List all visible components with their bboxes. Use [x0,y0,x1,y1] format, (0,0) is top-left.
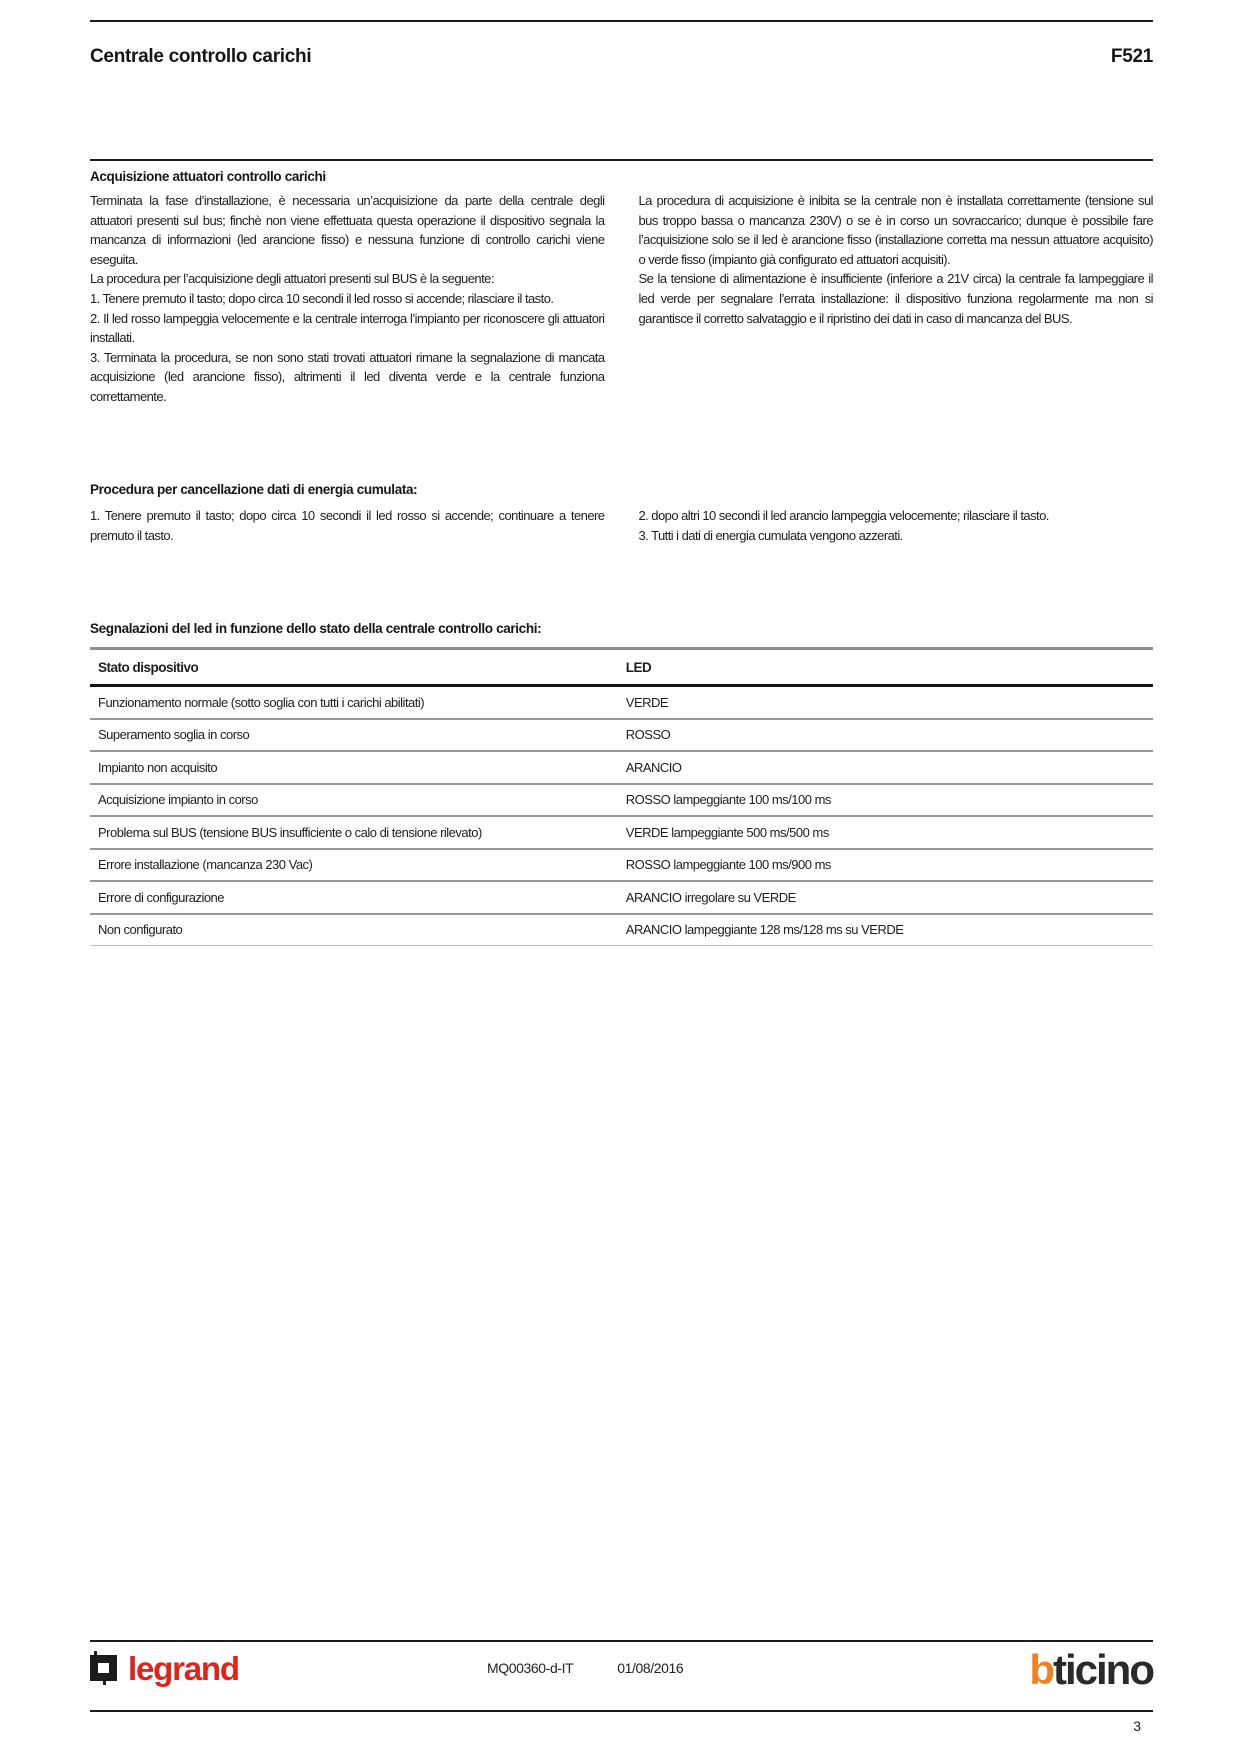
list-item: 3. Tutti i dati di energia cumulata vengono azzerati. [638,527,903,543]
led-cell: ARANCIO lampeggiante 128 ms/128 ms su VERDE [625,922,904,938]
led-cell: ARANCIO irregolare su VERDE [625,889,796,905]
acquisizione-right-column [639,191,1154,407]
bticino-b: b [1029,1646,1053,1693]
document-date: 01/08/2016 [617,1660,684,1676]
document-code: MQ00360-d-IT [487,1660,574,1676]
led-cell: ROSSO [625,727,671,743]
legrand-logo [90,1651,239,1685]
led-cell: VERDE [625,694,669,710]
stato-cell: Superamento soglia in corso [98,727,250,743]
table-heading: Segnalazioni del led in funzione dello stato della centrale controllo carichi: [90,621,542,636]
list-item: 3. Terminata la procedura, se non sono stati trovati attuatori rimane la segnalazione di mancata acquisizione (led arancione fisso), altrimenti il led diventa verde e la centrale funziona correttamente. [90,349,605,404]
list-item: 2. dopo altri 10 secondi il led arancio lampeggia velocemente; rilasciare il tasto. [638,508,1049,523]
paragraph: Terminata la fase d’installazione, è necessaria un’acquisizione da parte della centrale degli attuatori presenti sul bus; finchè non viene effettuata questa operazione il dispositivo segnala la mancanza di informazioni (led arancione fisso) e nessuna funzione di controllo carichi viene eseguita. [90,193,605,267]
led-cell: VERDE lampeggiante 500 ms/500 ms [625,824,829,840]
list-item: 1. Tenere premuto il tasto; dopo circa 10 secondi il led rosso si accende; rilasciare il tasto. [90,290,554,306]
list-item: 2. Il led rosso lampeggia velocemente e la centrale interroga l’impianto per riconoscere gli attuatori installati. [90,310,605,346]
product-code: F521 [1110,46,1153,67]
section-heading-acquisizione: Acquisizione attuatori controllo carichi [90,169,326,184]
table-row [90,785,1153,818]
list-item: 1. Tenere premuto il tasto; dopo circa 10 secondi il led rosso si accende; continuare a tenere premuto il tasto. [90,508,605,543]
stato-cell: Non configurato [98,922,183,938]
table-row [90,915,1153,947]
acquisizione-left-column [90,191,605,407]
acquisizione-columns [90,191,1153,407]
led-cell: ROSSO lampeggiante 100 ms/100 ms [625,792,831,808]
bticino-rest: ticino [1053,1646,1153,1693]
table-row [90,752,1153,785]
table-row [90,687,1153,720]
document-header [90,46,1153,68]
cancellazione-columns [90,506,1153,545]
paragraph: La procedura per l’acquisizione degli attuatori presenti sul BUS è la seguente: [90,271,494,287]
page-title: Centrale controllo carichi [90,46,312,67]
stato-cell: Funzionamento normale (sotto soglia con tutti i carichi abilitati) [98,694,425,710]
led-cell: ARANCIO [625,759,682,775]
stato-cell: Problema sul BUS (tensione BUS insufficiente o calo di tensione rilevato) [98,824,482,840]
bticino-logo [1029,1648,1153,1692]
cancellazione-left-column [90,506,605,545]
legrand-mark-icon [90,1651,120,1685]
stato-cell: Acquisizione impianto in corso [98,792,258,808]
led-cell: ROSSO lampeggiante 100 ms/900 ms [625,857,831,873]
table-row [90,850,1153,883]
table-row [90,882,1153,915]
footer-document-info [487,1660,827,1676]
paragraph: La procedura di acquisizione è inibita se la centrale non è installata correttamente (tensione sul bus troppo bassa o mancanza 230V) o se è in corso un sovraccarico; dunque è possibile fare l’acquisizione solo se il led è arancione fisso (installazione corretta ma nessun attuatore acquisito) o verde fisso (impianto già configurato ed attuatori acquisiti). [638,193,1153,267]
stato-cell: Errore di configurazione [98,889,225,905]
table-header-row [90,650,1153,687]
legrand-wordmark: legrand [128,1649,239,1687]
led-status-table [90,647,1153,946]
page-number: 3 [1133,1718,1141,1734]
stato-cell: Impianto non acquisito [98,759,218,775]
stato-cell: Errore installazione (mancanza 230 Vac) [98,857,313,873]
footer-top-rule [90,1640,1153,1642]
footer-bottom-rule [90,1710,1153,1712]
column-header-led: LED [625,659,652,675]
section-heading-cancellazione: Procedura per cancellazione dati di energia cumulata: [90,482,418,497]
top-rule [90,20,1153,22]
table-row [90,817,1153,850]
table-row [90,720,1153,753]
paragraph: Se la tensione di alimentazione è insufficiente (inferiore a 21V circa) la centrale fa lampeggiare il led verde per segnalare l’errata installazione: il dispositivo funziona regolarmente ma non si garantisce il corretto salvataggio e il ripristino dei dati in caso di mancanza del BUS. [638,271,1153,326]
section-rule [90,159,1153,161]
footer [90,1648,1153,1698]
cancellazione-right-column [639,506,1154,545]
column-header-stato: Stato dispositivo [98,659,199,675]
